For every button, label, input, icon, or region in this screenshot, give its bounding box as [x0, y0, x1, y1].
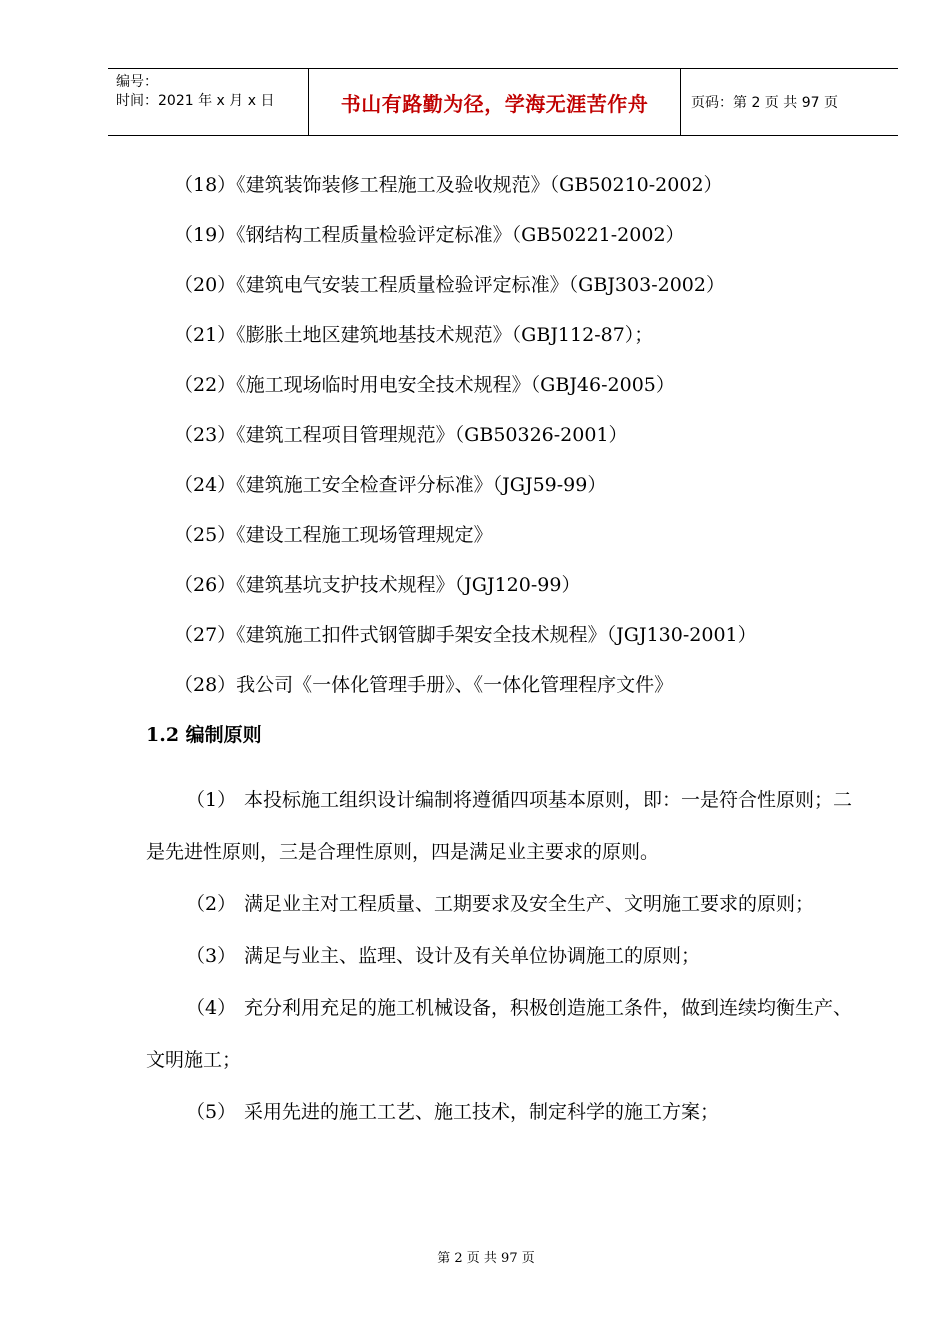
principle-paragraph [146, 878, 852, 930]
principle-text: 满足业主对工程质量、工期要求及安全生产、文明施工要求的原则； [244, 893, 815, 915]
reference-item: （27）《建筑施工扣件式钢管脚手架安全技术规程》（JGJ130-2001） [174, 624, 757, 646]
reference-item: （24）《建筑施工安全检查评分标准》（JGJ59-99） [174, 474, 607, 496]
reference-item: （26）《建筑基坑支护技术规程》（JGJ120-99） [174, 574, 581, 596]
principle-text: 充分利用充足的施工机械设备，积极创造施工条件，做到连续均衡生产、文明施工； [146, 997, 853, 1071]
principle-number: （5） [186, 1101, 237, 1123]
header-page-number: 页码：第 2 页 共 97 页 [691, 95, 838, 111]
principle-paragraph [146, 774, 852, 878]
document-body [146, 160, 852, 1138]
page-footer: 第 2 页 共 97 页 [437, 1251, 535, 1266]
section-heading: 1.2 编制原则 [146, 724, 262, 746]
document-date-label: 时间：2021 年 x 月 x 日 [116, 93, 275, 109]
principle-number: （4） [186, 997, 237, 1019]
header-motto-cell [309, 69, 681, 135]
reference-item: （23）《建筑工程项目管理规范》（GB50326-2001） [174, 424, 628, 446]
principle-paragraph [146, 930, 852, 982]
reference-item: （20）《建筑电气安装工程质量检验评定标准》（GBJ303-2002） [174, 274, 725, 296]
principle-paragraph [146, 982, 852, 1086]
header-motto: 书山有路勤为径，学海无涯苦作舟 [340, 91, 649, 116]
reference-item: （28）我公司《一体化管理手册》、《一体化管理程序文件》 [174, 674, 674, 696]
principle-number: （3） [186, 945, 237, 967]
principle-paragraph [146, 1086, 852, 1138]
reference-item: （21）《膨胀土地区建筑地基技术规范》（GBJ112-87）； [174, 324, 654, 346]
principle-list [146, 774, 852, 1138]
principle-text: 本投标施工组织设计编制将遵循四项基本原则，即：一是符合性原则；二是先进性原则，三是合理性原则，四是满足业主要求的原则。 [146, 789, 853, 863]
reference-item: （22）《施工现场临时用电安全技术规程》（GBJ46-2005） [174, 374, 675, 396]
header-meta-cell [108, 69, 309, 135]
principle-number: （2） [186, 893, 237, 915]
header-page-cell [681, 69, 898, 135]
reference-list [146, 160, 852, 710]
reference-item: （25）《建设工程施工现场管理规定》 [174, 524, 493, 546]
principle-number: （1） [186, 789, 237, 811]
principle-text: 满足与业主、监理、设计及有关单位协调施工的原则； [244, 945, 701, 967]
principle-text: 采用先进的施工工艺、施工技术，制定科学的施工方案； [244, 1101, 720, 1123]
reference-item: （18）《建筑装饰装修工程施工及验收规范》（GB50210-2002） [174, 174, 723, 196]
page-header [108, 68, 898, 136]
document-number-label: 编号： [116, 74, 158, 90]
reference-item: （19）《钢结构工程质量检验评定标准》（GB50221-2002） [174, 224, 685, 246]
